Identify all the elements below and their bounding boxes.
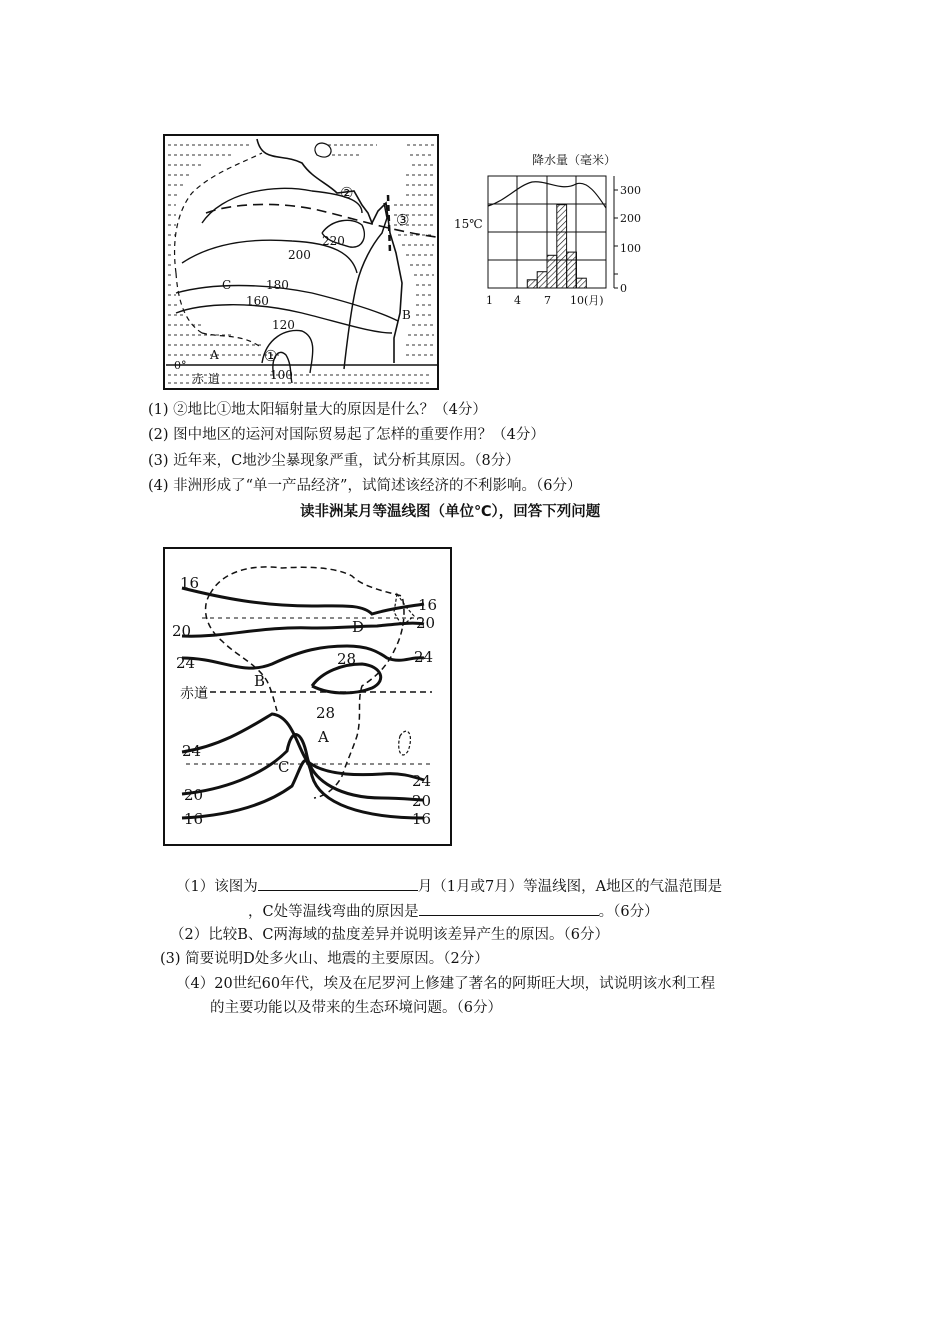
precip-bar-month-5 xyxy=(527,280,537,288)
question-2-1-line1 xyxy=(176,875,722,897)
point-a-map2: A xyxy=(318,728,329,746)
question-2-4-line2: 的主要功能以及带来的生态环境问题。（6分） xyxy=(210,1000,502,1016)
contour-120: 120 xyxy=(272,318,295,332)
point-d-map2: D xyxy=(352,618,365,636)
question-2-3: (3) 简要说明D处多火山、地震的主要原因。（2分） xyxy=(160,951,489,967)
climate-chart xyxy=(452,148,662,308)
precip-bar-month-7 xyxy=(547,255,557,288)
iso-right-20-bottom: 20 xyxy=(412,792,432,810)
x-tick-10: 10(月) xyxy=(570,294,604,307)
question-2-1-line2 xyxy=(208,900,659,922)
contour-160: 160 xyxy=(246,294,269,308)
precip-bar-month-10 xyxy=(577,278,587,288)
equator-label: 赤 道 xyxy=(192,372,220,386)
contour-180: 180 xyxy=(266,278,289,292)
q1-part-d: 。（6分） xyxy=(598,904,659,920)
chart-title: 降水量（毫米） xyxy=(532,153,617,167)
point-c-map2: C xyxy=(278,758,290,776)
precip-bar-month-9 xyxy=(567,252,577,288)
q1-part-a: （1）该图为 xyxy=(176,879,258,895)
section-title: 读非洲某月等温线图（单位℃），回答下列问题 xyxy=(300,504,601,520)
axis-0: 0 xyxy=(620,282,627,295)
iso-left-24-top: 24 xyxy=(176,654,196,672)
iso-right-16-top: 16 xyxy=(418,596,438,614)
iso-right-20-top: 20 xyxy=(416,614,436,632)
iso-right-16-bottom: 16 xyxy=(412,810,432,828)
axis-200: 200 xyxy=(620,212,641,225)
equator-label-map2: 赤道 xyxy=(180,686,208,702)
point-b: B xyxy=(402,308,411,322)
contour-220: 220 xyxy=(322,234,345,248)
precip-bar-month-6 xyxy=(537,272,547,288)
q1-part-c: ，C处等温线弯曲的原因是 xyxy=(248,904,419,920)
point-b-map2: B xyxy=(254,672,266,690)
precip-bar-month-8 xyxy=(557,205,567,288)
contour-100: 100 xyxy=(270,368,293,382)
question-2-4-line1: （4）20世纪60年代，埃及在尼罗河上修建了著名的阿斯旺大坝，试说明该水利工程 xyxy=(176,976,716,992)
isotherm-map xyxy=(162,546,454,848)
question-1-2: (2) 图中地区的运河对国际贸易起了怎样的重要作用？（4分） xyxy=(148,427,545,443)
radiation-map xyxy=(162,133,440,391)
answer-blank-reason[interactable] xyxy=(419,900,599,916)
iso-right-24-bottom: 24 xyxy=(412,772,432,790)
question-1-1: (1) ②地比①地太阳辐射量大的原因是什么？（4分） xyxy=(148,402,487,418)
x-tick-4: 4 xyxy=(514,294,521,307)
iso-left-16-bottom: 16 xyxy=(184,810,204,828)
x-tick-7: 7 xyxy=(544,294,551,307)
circled-2: ② xyxy=(340,184,354,202)
iso-28-south: 28 xyxy=(316,704,336,722)
iso-right-24-top: 24 xyxy=(414,648,434,666)
iso-left-24-bottom: 24 xyxy=(182,742,202,760)
answer-blank-month[interactable] xyxy=(258,875,418,891)
point-a: A xyxy=(210,348,219,362)
iso-28-north: 28 xyxy=(337,650,357,668)
q1-part-b: 月（1月或7月）等温线图，A地区的气温范围是 xyxy=(417,879,723,895)
temp-label: 15℃ xyxy=(454,217,483,231)
x-tick-1: 1 xyxy=(486,294,493,307)
question-1-3: (3) 近年来，C地沙尘暴现象严重，试分析其原因。（8分） xyxy=(148,453,520,469)
answer-blank-temp-range[interactable] xyxy=(208,901,248,916)
axis-100: 100 xyxy=(620,242,641,255)
circled-1: ① xyxy=(264,347,278,365)
question-1-4: (4) 非洲形成了“单一产品经济”，试简述该经济的不利影响。（6分） xyxy=(148,478,582,494)
contour-200: 200 xyxy=(288,248,311,262)
point-c: C xyxy=(222,278,232,292)
iso-left-20-top: 20 xyxy=(172,622,192,640)
equator-degree: 0° xyxy=(174,359,187,372)
iso-left-16-top: 16 xyxy=(180,574,200,592)
iso-left-20-bottom: 20 xyxy=(184,786,204,804)
axis-300: 300 xyxy=(620,184,641,197)
question-2-2: （2）比较B、C两海域的盐度差异并说明该差异产生的原因。（6分） xyxy=(170,927,609,943)
circled-3: ③ xyxy=(396,211,410,229)
